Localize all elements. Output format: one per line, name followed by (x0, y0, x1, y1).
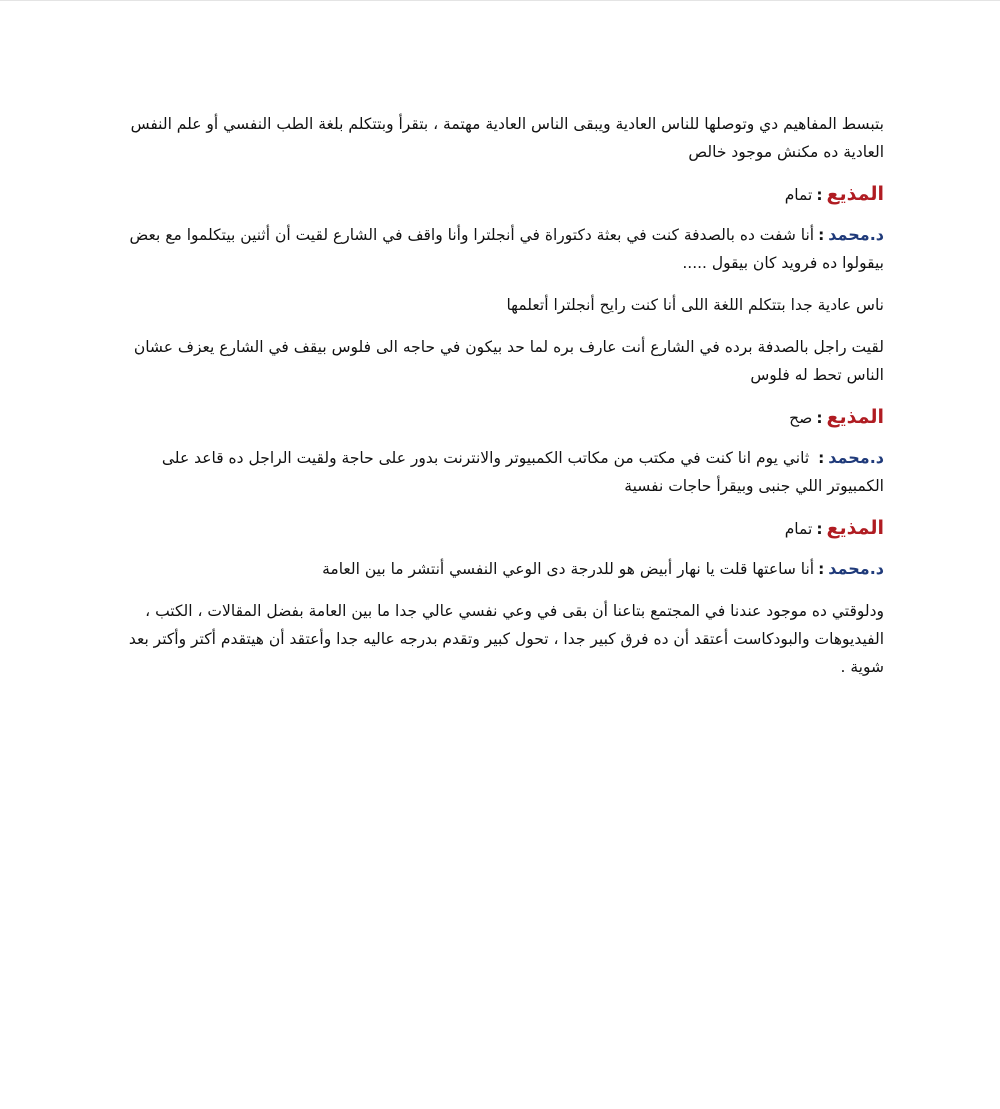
paragraph-4 (118, 291, 884, 319)
speaker-separator: : (818, 560, 825, 578)
guest-line-text: أنا ساعتها قلت يا نهار أبيض هو للدرجة دى الوعي النفسي أنتشر ما بين العامة (322, 560, 815, 578)
guest-line-1 (118, 221, 884, 277)
host-line-1 (118, 180, 884, 209)
paragraph-1 (118, 110, 884, 166)
page-top-border (0, 0, 1000, 1)
paragraph-text: لقيت راجل بالصدفة برده في الشارع أنت عارف بره لما حد بيكون في حاجه الى فلوس بيقف في الشارع يعزف عشان الناس تحط له فلوس (133, 338, 884, 384)
host-line-3 (118, 514, 884, 543)
host-line-text: تمام (784, 186, 813, 204)
paragraph-text: ودلوقتي ده موجود عندنا في المجتمع بتاعنا أن بقى في وعي نفسي عالي جدا ما بين العامة بفضل المقالات ، الكتب ، الفيديوهات والبودكاست أعتقد أن ده فرق كبير جدا ، تحول كبير وتقدم بدرجه عاليه جدا وأعتقد أن هيتقدم أكتر وأكتر بعد شوية . (128, 602, 884, 676)
speaker-host: المذيع (826, 183, 884, 205)
guest-line-3 (118, 555, 884, 583)
host-line-text: صح (789, 409, 813, 427)
speaker-separator: : (818, 226, 825, 244)
paragraph-text: بتبسط المفاهيم دي وتوصلها للناس العادية ويبقى الناس العادية مهتمة ، بتقرأ وبتتكلم بلغة الطب النفسي أو علم النفس العادية ده مكنش موجود خالص (130, 115, 884, 161)
speaker-separator: : (816, 520, 823, 538)
guest-line-2 (118, 444, 884, 500)
host-line-2 (118, 403, 884, 432)
speaker-separator: : (818, 449, 825, 467)
speaker-separator: : (816, 409, 823, 427)
host-line-text: تمام (784, 520, 813, 538)
speaker-guest: د.محمد (828, 448, 884, 467)
paragraph-10 (118, 597, 884, 681)
speaker-separator: : (816, 186, 823, 204)
speaker-guest: د.محمد (828, 559, 884, 578)
speaker-host: المذيع (826, 406, 884, 428)
paragraph-5 (118, 333, 884, 389)
speaker-guest: د.محمد (828, 225, 884, 244)
paragraph-text: ناس عادية جدا بتتكلم اللغة اللى أنا كنت رايح أنجلترا أتعلمها (506, 296, 884, 314)
guest-line-text: أنا شفت ده بالصدفة كنت في بعثة دكتوراة في أنجلترا وأنا واقف في الشارع لقيت أن أثنين بيتكلموا مع بعض بيقولوا ده فرويد كان بيقول ..... (129, 226, 884, 272)
speaker-host: المذيع (826, 517, 884, 539)
guest-line-text: ثاني يوم انا كنت في مكتب من مكاتب الكمبيوتر والانترنت بدور على حاجة ولقيت الراجل ده قاعد على الكمبيوتر اللي جنبى وبيقرأ حاجات نفسية (161, 449, 884, 495)
transcript-document (118, 110, 884, 695)
